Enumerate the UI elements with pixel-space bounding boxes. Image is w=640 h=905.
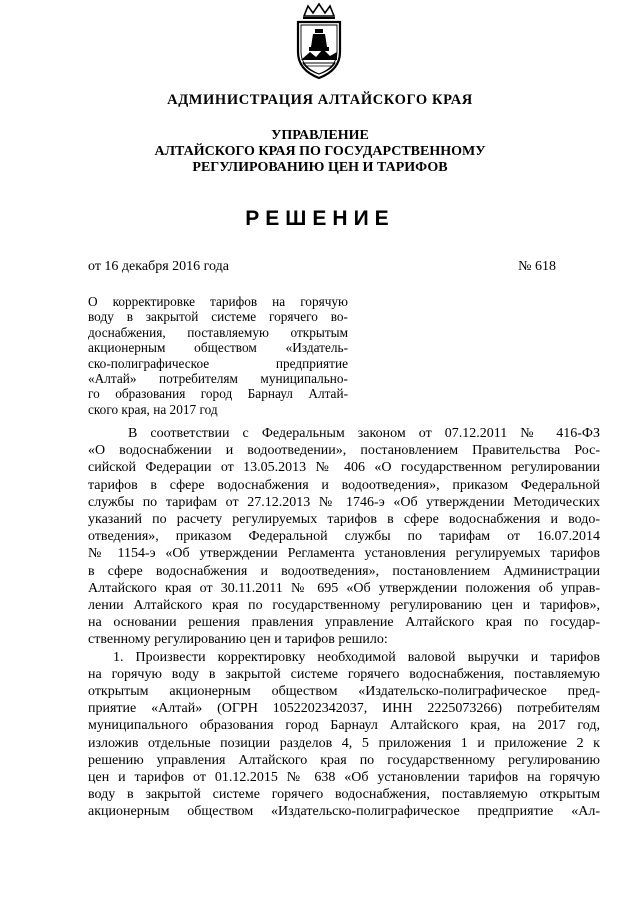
document-type-heading: РЕШЕНИЕ <box>245 207 395 230</box>
body-line: ственному регулированию цен и тарифов решило: <box>88 632 388 648</box>
body-line: лении Алтайского края по государственному регулированию цен и тарифов», <box>88 598 600 614</box>
body-line: в сфере водоснабжения и водоотведения», постановлением Администрации <box>88 563 600 579</box>
body-line: отведения», приказом Федеральной службы по тарифам от 16.07.2014 <box>88 529 600 545</box>
document-body <box>88 425 600 821</box>
body-line: «О водоснабжении и водоотведении», постановлением Правительства Рос- <box>88 443 600 459</box>
body-line: муниципального образования город Барнаул Алтайского края, на 2017 год, <box>88 718 600 734</box>
body-line: на горячую воду в закрытой системе горячего водоснабжения, поставляемую <box>88 666 600 682</box>
body-line: № 1154-э «Об утверждении Регламента установления регулируемых тарифов <box>88 546 600 562</box>
subject-line: «Алтай» потребителям муниципально- <box>88 371 348 387</box>
subject-line: акционерным обществом «Издатель- <box>88 340 348 356</box>
body-line: цен и тарифов от 01.12.2015 № 638 «Об установлении тарифов на горячую <box>88 770 600 786</box>
body-line: тарифов в сфере водоснабжения и водоотведения», приказом Федеральной <box>88 477 600 493</box>
date-number-row <box>88 259 556 275</box>
body-line: акционерным обществом «Издательско-полиграфическое предприятие «Ал- <box>88 804 600 820</box>
body-line: Алтайского края от 30.11.2011 № 695 «Об утверждении положения об управ- <box>88 580 600 596</box>
body-line: 1. Произвести корректировку необходимой валовой выручки и тарифов <box>113 649 600 665</box>
body-line: на основании решения правления управление Алтайского края по государ- <box>88 615 600 631</box>
document-number: № 618 <box>518 259 556 274</box>
department-name <box>0 128 640 176</box>
department-line: УПРАВЛЕНИЕ <box>271 128 369 143</box>
subject-line: воду в закрытой системе горячего во- <box>88 309 348 325</box>
body-line: указаний по расчету регулируемых тарифов в сфере водоснабжения и водо- <box>88 512 600 528</box>
subject-line: ско-полиграфическое предприятие <box>88 355 348 371</box>
body-line: изложив отдельные позиции разделов 4, 5 приложения 1 и приложение 2 к <box>88 735 600 751</box>
body-line: службы по тарифам от 27.12.2013 № 1746-э «Об утверждении Методических <box>88 494 600 510</box>
document-date: от 16 декабря 2016 года <box>88 259 229 274</box>
body-line: открытым акционерным обществом «Издательско-полиграфическое пред- <box>88 684 600 700</box>
subject-line: О корректировке тарифов на горячую <box>88 294 348 309</box>
subject-line: го образования город Барнаул Алтай- <box>88 386 348 402</box>
altai-krai-coat-of-arms-icon <box>286 2 352 80</box>
body-line: сийской Федерации от 13.05.2013 № 406 «О государственном регулировании <box>88 460 600 476</box>
subject-line: доснабжения, поставляемую открытым <box>88 324 348 340</box>
subject-line: ского края, на 2017 год <box>88 401 218 417</box>
document-subject <box>88 294 348 417</box>
body-line: В соответствии с Федеральным законом от 07.12.2011 № 416-ФЗ <box>128 426 600 441</box>
department-line: АЛТАЙСКОГО КРАЯ ПО ГОСУДАРСТВЕННОМУ <box>154 144 486 159</box>
body-line: решению управления Алтайского края по государственному регулированию <box>88 752 600 768</box>
body-line: приятие «Алтай» (ОГРН 1052202342037, ИНН 2225073266) потребителям <box>88 701 600 717</box>
organization-title: АДМИНИСТРАЦИЯ АЛТАЙСКОГО КРАЯ <box>167 92 473 108</box>
department-line: РЕГУЛИРОВАНИЮ ЦЕН И ТАРИФОВ <box>192 160 448 175</box>
body-line: воду в закрытой системе горячего водоснабжения, поставляемую открытым <box>88 787 600 803</box>
